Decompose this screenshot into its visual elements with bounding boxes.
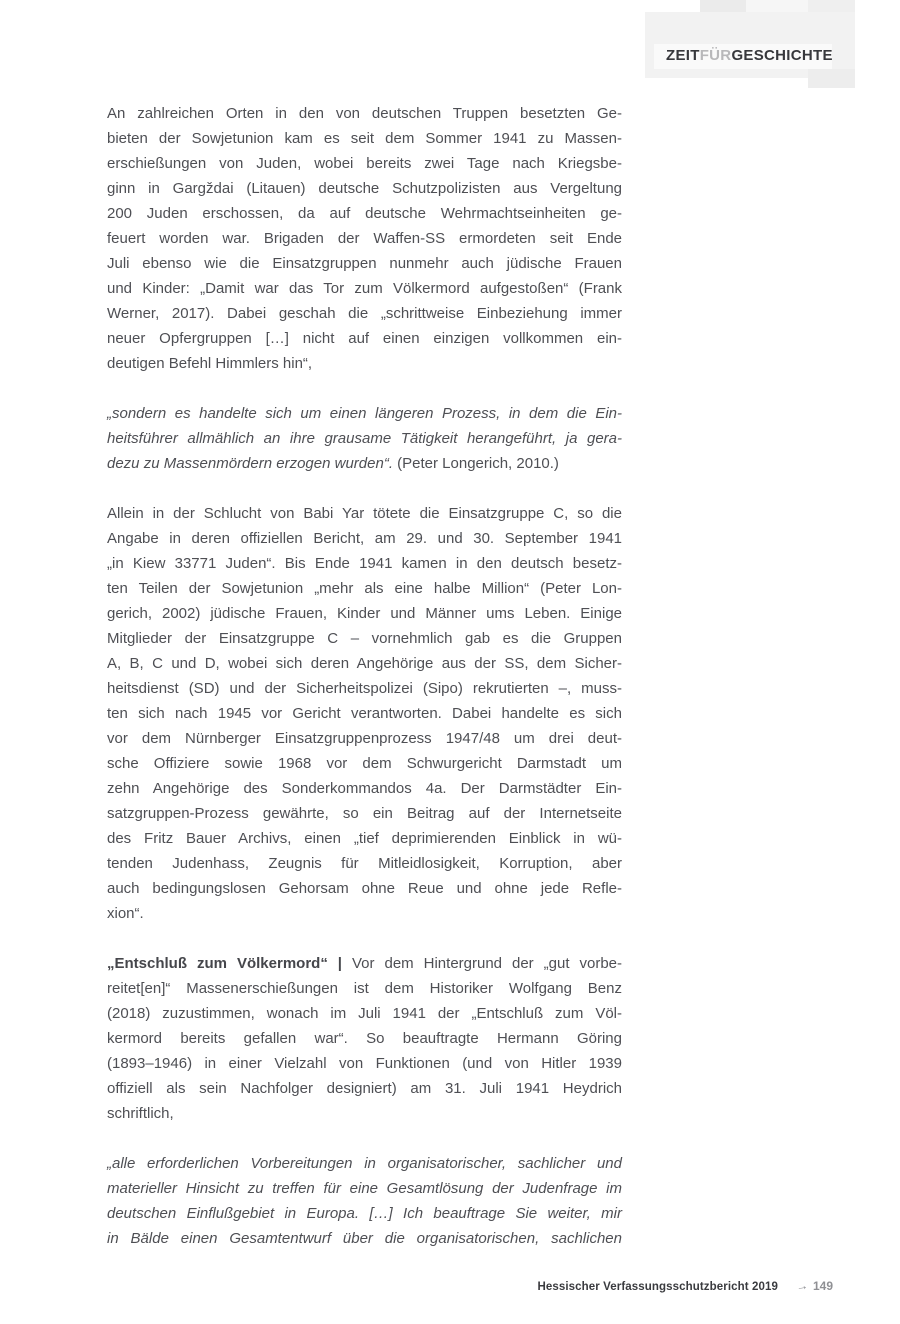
text-segment: (2018) zuzustimmen, wonach im Juli 1941 der „Entschluß zum Völ-	[107, 1005, 622, 1022]
text-segment: kermord bereits gefallen war“. So beauftragte Hermann Göring	[107, 1030, 622, 1047]
text-segment: ten Teilen der Sowjetunion „mehr als eine halbe Million“ (Peter Lon-	[107, 580, 622, 597]
text-line	[107, 876, 622, 901]
text-line	[107, 226, 622, 251]
text-line	[107, 501, 622, 526]
text-line	[107, 276, 622, 301]
text-segment: Vor dem Hintergrund der „gut vorbe-	[351, 955, 622, 972]
text-segment: heitsführer allmählich an ihre grausame Tätigkeit herangeführt, ja gera-	[107, 430, 622, 447]
text-line	[107, 776, 622, 801]
text-segment: und Kinder: „Damit war das Tor zum Völkermord aufgestoßen“ (Frank	[107, 280, 622, 297]
text-line	[107, 301, 622, 326]
logo-part-zeit: ZEIT	[666, 47, 700, 64]
text-segment: tenden Judenhass, Zeugnis für Mitleidlosigkeit, Korruption, aber	[107, 855, 622, 872]
text-line	[107, 1076, 622, 1101]
text-segment: auch bedingungslosen Gehorsam ohne Reue und ohne jede Refle-	[107, 880, 622, 897]
text-segment: des Fritz Bauer Archivs, einen „tief deprimierenden Einblick in wü-	[107, 830, 622, 847]
text-segment: Angabe in deren offiziellen Bericht, am 29. und 30. September 1941	[107, 530, 622, 547]
text-line	[107, 1176, 622, 1201]
paragraph-intro	[107, 101, 622, 376]
logo-part-geschichte: GESCHICHTE	[731, 47, 833, 64]
page-number-value: 149	[812, 1279, 833, 1293]
text-line	[107, 1201, 622, 1226]
text-segment: ten sich nach 1945 vor Gericht verantworten. Dabei handelte es sich	[107, 705, 622, 722]
article-content	[107, 101, 622, 1276]
text-segment: bieten der Sowjetunion kam es seit dem Sommer 1941 zu Massen-	[107, 130, 622, 147]
text-line	[107, 551, 622, 576]
text-line	[107, 176, 622, 201]
text-line	[107, 576, 622, 601]
text-segment: materieller Hinsicht zu treffen für eine Gesamtlösung der Judenfrage im	[107, 1180, 622, 1197]
text-segment: feuert worden war. Brigaden der Waffen-SS ermordeten seit Ende	[107, 230, 622, 247]
page-footer	[537, 1279, 833, 1293]
text-segment: sche Offiziere sowie 1968 vor dem Schwurgericht Darmstadt um	[107, 755, 622, 772]
zeitfuergeschichte-logo	[666, 47, 833, 64]
text-segment: A, B, C und D, wobei sich deren Angehörige aus der SS, dem Sicher-	[107, 655, 622, 672]
text-segment: (1893–1946) in einer Vielzahl von Funktionen (und von Hitler 1939	[107, 1055, 622, 1072]
text-line	[107, 201, 622, 226]
text-line	[107, 801, 622, 826]
text-segment: dezu zu Massenmördern erzogen wurden“.	[107, 455, 398, 472]
text-segment: Mitglieder der Einsatzgruppe C – vornehmlich gab es die Gruppen	[107, 630, 622, 647]
text-segment: reitet[en]“ Massenerschießungen ist dem Historiker Wolfgang Benz	[107, 980, 622, 997]
block-quote-longerich	[107, 401, 622, 476]
logo-mosaic-tile	[808, 69, 855, 88]
footer-source-title: Hessischer Verfassungsschutzbericht 2019	[537, 1281, 778, 1293]
text-line	[107, 726, 622, 751]
text-line	[107, 951, 622, 976]
paragraph-babi-yar	[107, 501, 622, 926]
header-logo-block	[645, 0, 855, 88]
text-line	[107, 1026, 622, 1051]
text-line	[107, 401, 622, 426]
text-segment: gerich, 2002) jüdische Frauen, Kinder und Männer ums Leben. Einige	[107, 605, 622, 622]
arrow-right-icon: →	[794, 1278, 810, 1294]
text-line	[107, 826, 622, 851]
text-segment: „in Kiew 33771 Juden“. Bis Ende 1941 kamen in den deutsch besetz-	[107, 555, 622, 572]
text-line	[107, 601, 622, 626]
text-line	[107, 351, 622, 376]
paragraph-entschluss-voelkermord	[107, 951, 622, 1126]
text-segment: „Entschluß zum Völkermord“ |	[107, 955, 352, 972]
text-line	[107, 326, 622, 351]
text-line	[107, 151, 622, 176]
text-segment: schriftlich,	[107, 1105, 174, 1122]
text-segment: Allein in der Schlucht von Babi Yar tötete die Einsatzgruppe C, so die	[107, 505, 622, 522]
text-line	[107, 101, 622, 126]
text-line	[107, 751, 622, 776]
text-line	[107, 676, 622, 701]
text-line	[107, 126, 622, 151]
text-line	[107, 976, 622, 1001]
text-segment: ginn in Gargždai (Litauen) deutsche Schutzpolizisten aus Vergeltung	[107, 180, 622, 197]
text-line	[107, 426, 622, 451]
text-segment: (Peter Longerich, 2010.)	[397, 455, 559, 472]
text-segment: Juli ebenso wie die Einsatzgruppen nunmehr auch jüdische Frauen	[107, 255, 622, 272]
text-segment: neuer Opfergruppen […] nicht auf einen einzigen vollkommen ein-	[107, 330, 622, 347]
text-segment: An zahlreichen Orten in den von deutschen Truppen besetzten Ge-	[107, 105, 622, 122]
text-segment: satzgruppen-Prozess gewährte, so ein Beitrag auf der Internetseite	[107, 805, 622, 822]
text-segment: heitsdienst (SD) und der Sicherheitspolizei (Sipo) rekrutierten –, muss-	[107, 680, 622, 697]
text-segment: „sondern es handelte sich um einen längeren Prozess, in dem die Ein-	[107, 405, 622, 422]
text-line	[107, 1001, 622, 1026]
text-segment: deutigen Befehl Himmlers hin“,	[107, 355, 313, 372]
text-line	[107, 1226, 622, 1251]
text-segment: vor dem Nürnberger Einsatzgruppenprozess 1947/48 um drei deut-	[107, 730, 622, 747]
text-segment: offiziell als sein Nachfolger designiert) am 31. Juli 1941 Heydrich	[107, 1080, 622, 1097]
text-segment: 200 Juden erschossen, da auf deutsche Wehrmachtseinheiten ge-	[107, 205, 622, 222]
block-quote-goering-order	[107, 1151, 622, 1251]
text-line	[107, 1051, 622, 1076]
page-number	[796, 1279, 833, 1293]
text-segment: deutschen Einflußgebiet in Europa. […] Ich beauftrage Sie weiter, mir	[107, 1205, 622, 1222]
text-line	[107, 1101, 622, 1126]
text-segment: Werner, 2017). Dabei geschah die „schrittweise Einbeziehung immer	[107, 305, 622, 322]
text-segment: xion“.	[107, 905, 144, 922]
text-line	[107, 526, 622, 551]
text-segment: in Bälde einen Gesamtentwurf über die organisatorischen, sachlichen	[107, 1230, 622, 1247]
text-line	[107, 701, 622, 726]
text-line	[107, 851, 622, 876]
text-line	[107, 1151, 622, 1176]
logo-part-fuer: FÜR	[699, 47, 732, 64]
text-line	[107, 901, 622, 926]
text-line	[107, 251, 622, 276]
text-segment: „alle erforderlichen Vorbereitungen in organisatorischer, sachlicher und	[107, 1155, 622, 1172]
text-segment: erschießungen von Juden, wobei bereits zwei Tage nach Kriegsbe-	[107, 155, 622, 172]
text-line	[107, 451, 622, 476]
text-line	[107, 651, 622, 676]
text-segment: zehn Angehörige des Sonderkommandos 4a. Der Darmstädter Ein-	[107, 780, 622, 797]
text-line	[107, 626, 622, 651]
